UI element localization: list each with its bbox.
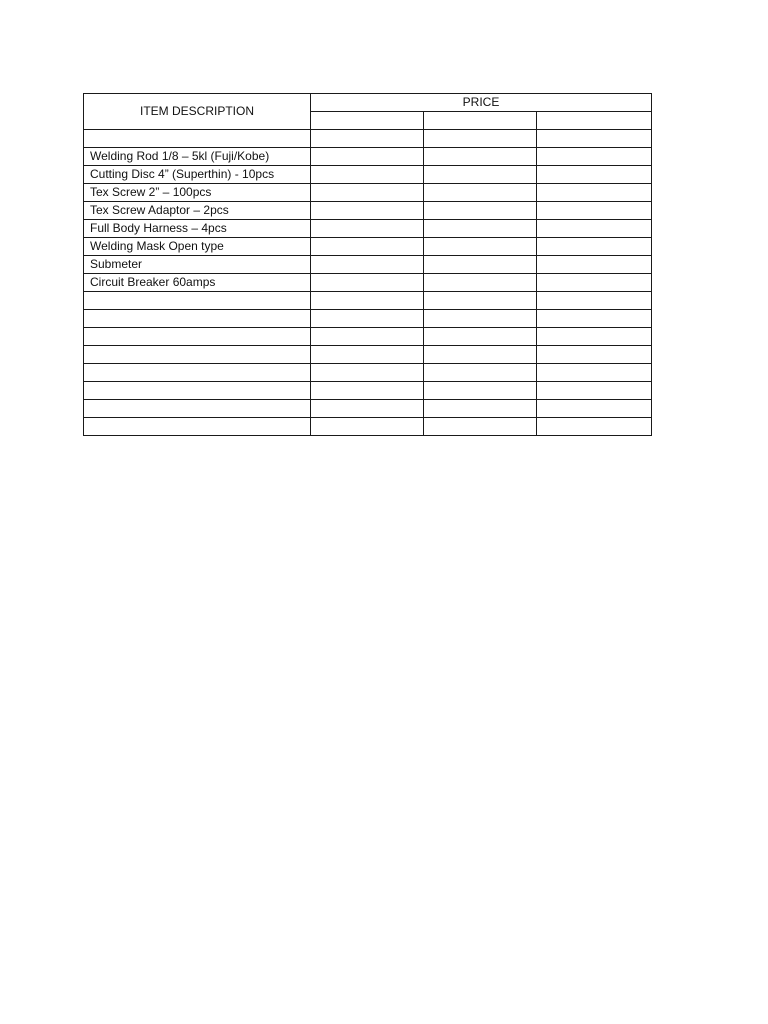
price-cell (424, 238, 537, 256)
item-description-cell: Tex Screw 2” – 100pcs (84, 184, 311, 202)
price-cell (537, 148, 652, 166)
price-cell (311, 364, 424, 382)
price-cell (537, 238, 652, 256)
item-description-cell: Full Body Harness – 4pcs (84, 220, 311, 238)
price-cell (311, 202, 424, 220)
price-cell (424, 274, 537, 292)
price-cell (424, 256, 537, 274)
item-description-header: ITEM DESCRIPTION (84, 94, 311, 130)
table-row (84, 274, 652, 292)
price-cell (424, 310, 537, 328)
item-description-cell (84, 418, 311, 436)
item-description-cell: Tex Screw Adaptor – 2pcs (84, 202, 311, 220)
item-description-cell: Circuit Breaker 60amps (84, 274, 311, 292)
price-subheader-cell (311, 112, 424, 130)
price-cell (424, 148, 537, 166)
price-cell (537, 400, 652, 418)
table-header-row (84, 94, 652, 112)
table-row (84, 328, 652, 346)
price-cell (311, 400, 424, 418)
table-row (84, 346, 652, 364)
price-cell (424, 292, 537, 310)
price-cell (424, 346, 537, 364)
table-row (84, 148, 652, 166)
table-body (84, 130, 652, 436)
price-cell (424, 220, 537, 238)
item-description-cell (84, 346, 311, 364)
price-cell (537, 202, 652, 220)
price-cell (311, 130, 424, 148)
price-cell (311, 382, 424, 400)
price-cell (537, 256, 652, 274)
price-cell (311, 184, 424, 202)
price-cell (424, 400, 537, 418)
price-cell (311, 292, 424, 310)
table-row (84, 418, 652, 436)
price-cell (424, 184, 537, 202)
price-cell (311, 166, 424, 184)
price-cell (311, 220, 424, 238)
price-cell (311, 418, 424, 436)
price-cell (424, 364, 537, 382)
table-row (84, 382, 652, 400)
table-row (84, 238, 652, 256)
item-description-cell (84, 310, 311, 328)
price-subheader-cell (424, 112, 537, 130)
item-description-cell: Welding Mask Open type (84, 238, 311, 256)
price-cell (311, 238, 424, 256)
price-cell (424, 130, 537, 148)
price-cell (537, 418, 652, 436)
price-subheader-cell (537, 112, 652, 130)
price-cell (537, 184, 652, 202)
table-row (84, 256, 652, 274)
price-cell (537, 166, 652, 184)
item-description-cell: Submeter (84, 256, 311, 274)
price-cell (537, 364, 652, 382)
price-cell (424, 328, 537, 346)
table-row (84, 364, 652, 382)
price-cell (311, 148, 424, 166)
price-table (83, 93, 652, 436)
table-row (84, 310, 652, 328)
price-header: PRICE (311, 94, 652, 112)
price-cell (311, 346, 424, 364)
table-row (84, 292, 652, 310)
price-cell (537, 382, 652, 400)
price-cell (424, 382, 537, 400)
item-description-cell (84, 400, 311, 418)
item-description-cell (84, 130, 311, 148)
price-cell (424, 202, 537, 220)
price-cell (537, 220, 652, 238)
price-cell (424, 166, 537, 184)
price-cell (311, 328, 424, 346)
price-cell (311, 310, 424, 328)
table-row (84, 184, 652, 202)
price-cell (311, 274, 424, 292)
item-description-cell (84, 328, 311, 346)
price-cell (311, 256, 424, 274)
price-cell (424, 418, 537, 436)
table-row (84, 400, 652, 418)
price-cell (537, 274, 652, 292)
item-description-cell (84, 382, 311, 400)
price-cell (537, 310, 652, 328)
price-cell (537, 292, 652, 310)
item-description-cell (84, 292, 311, 310)
item-description-cell (84, 364, 311, 382)
item-description-cell: Cutting Disc 4” (Superthin) - 10pcs (84, 166, 311, 184)
item-description-cell: Welding Rod 1/8 – 5kl (Fuji/Kobe) (84, 148, 311, 166)
price-cell (537, 346, 652, 364)
table-row (84, 166, 652, 184)
price-cell (537, 130, 652, 148)
table-row (84, 130, 652, 148)
table-row (84, 202, 652, 220)
table-row (84, 220, 652, 238)
price-cell (537, 328, 652, 346)
